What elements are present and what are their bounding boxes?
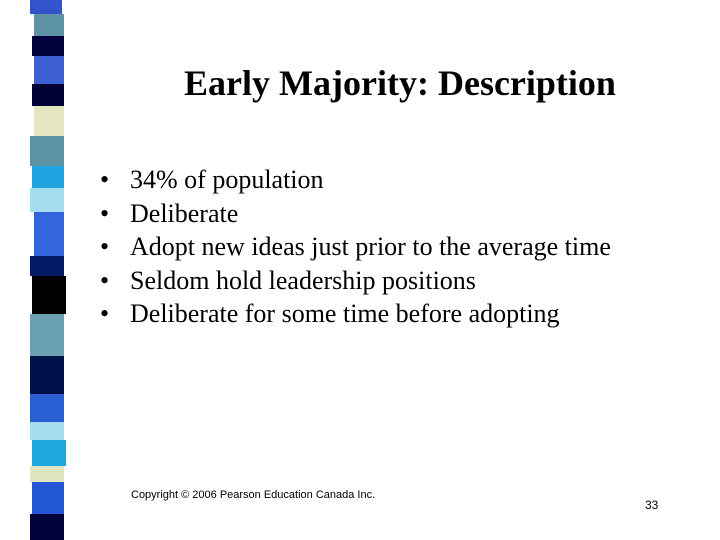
page-number: 33 xyxy=(645,498,659,512)
stripe xyxy=(32,36,64,56)
stripe xyxy=(34,212,64,256)
list-item xyxy=(100,197,611,231)
stripe xyxy=(34,106,64,136)
stripe xyxy=(30,314,64,356)
stripe xyxy=(30,356,64,394)
stripe xyxy=(32,482,64,514)
list-item xyxy=(100,264,611,298)
bullet-text: 34% of population xyxy=(130,165,324,194)
stripe xyxy=(34,56,64,84)
bullet-dot: • xyxy=(100,299,110,328)
stripe xyxy=(30,394,64,422)
slide-title: Early Majority: Description xyxy=(184,63,616,103)
decorative-stripe-bar xyxy=(0,0,72,540)
stripe xyxy=(30,466,64,482)
bullet-text: Adopt new ideas just prior to the average time xyxy=(130,232,611,261)
stripe xyxy=(32,440,66,466)
stripe xyxy=(30,514,64,540)
bullet-list xyxy=(100,163,611,331)
stripe xyxy=(32,276,66,314)
stripe xyxy=(32,84,64,106)
bullet-text: Seldom hold leadership positions xyxy=(130,265,476,295)
bullet-dot: • xyxy=(100,232,110,261)
list-item xyxy=(100,230,611,264)
stripe xyxy=(30,188,64,212)
stripe xyxy=(30,256,64,276)
copyright-notice: Copyright © 2006 Pearson Education Canada Inc. xyxy=(131,489,376,501)
bullet-dot: • xyxy=(100,265,110,295)
bullet-dot: • xyxy=(100,165,110,194)
bullet-text: Deliberate for some time before adopting xyxy=(130,299,560,328)
bullet-dot: • xyxy=(100,198,110,228)
stripe xyxy=(32,166,64,188)
stripe xyxy=(30,0,62,14)
stripe xyxy=(30,136,64,166)
list-item xyxy=(100,163,611,197)
list-item xyxy=(100,297,611,331)
bullet-text: Deliberate xyxy=(130,198,239,228)
stripe xyxy=(34,14,64,36)
stripe xyxy=(30,422,64,440)
